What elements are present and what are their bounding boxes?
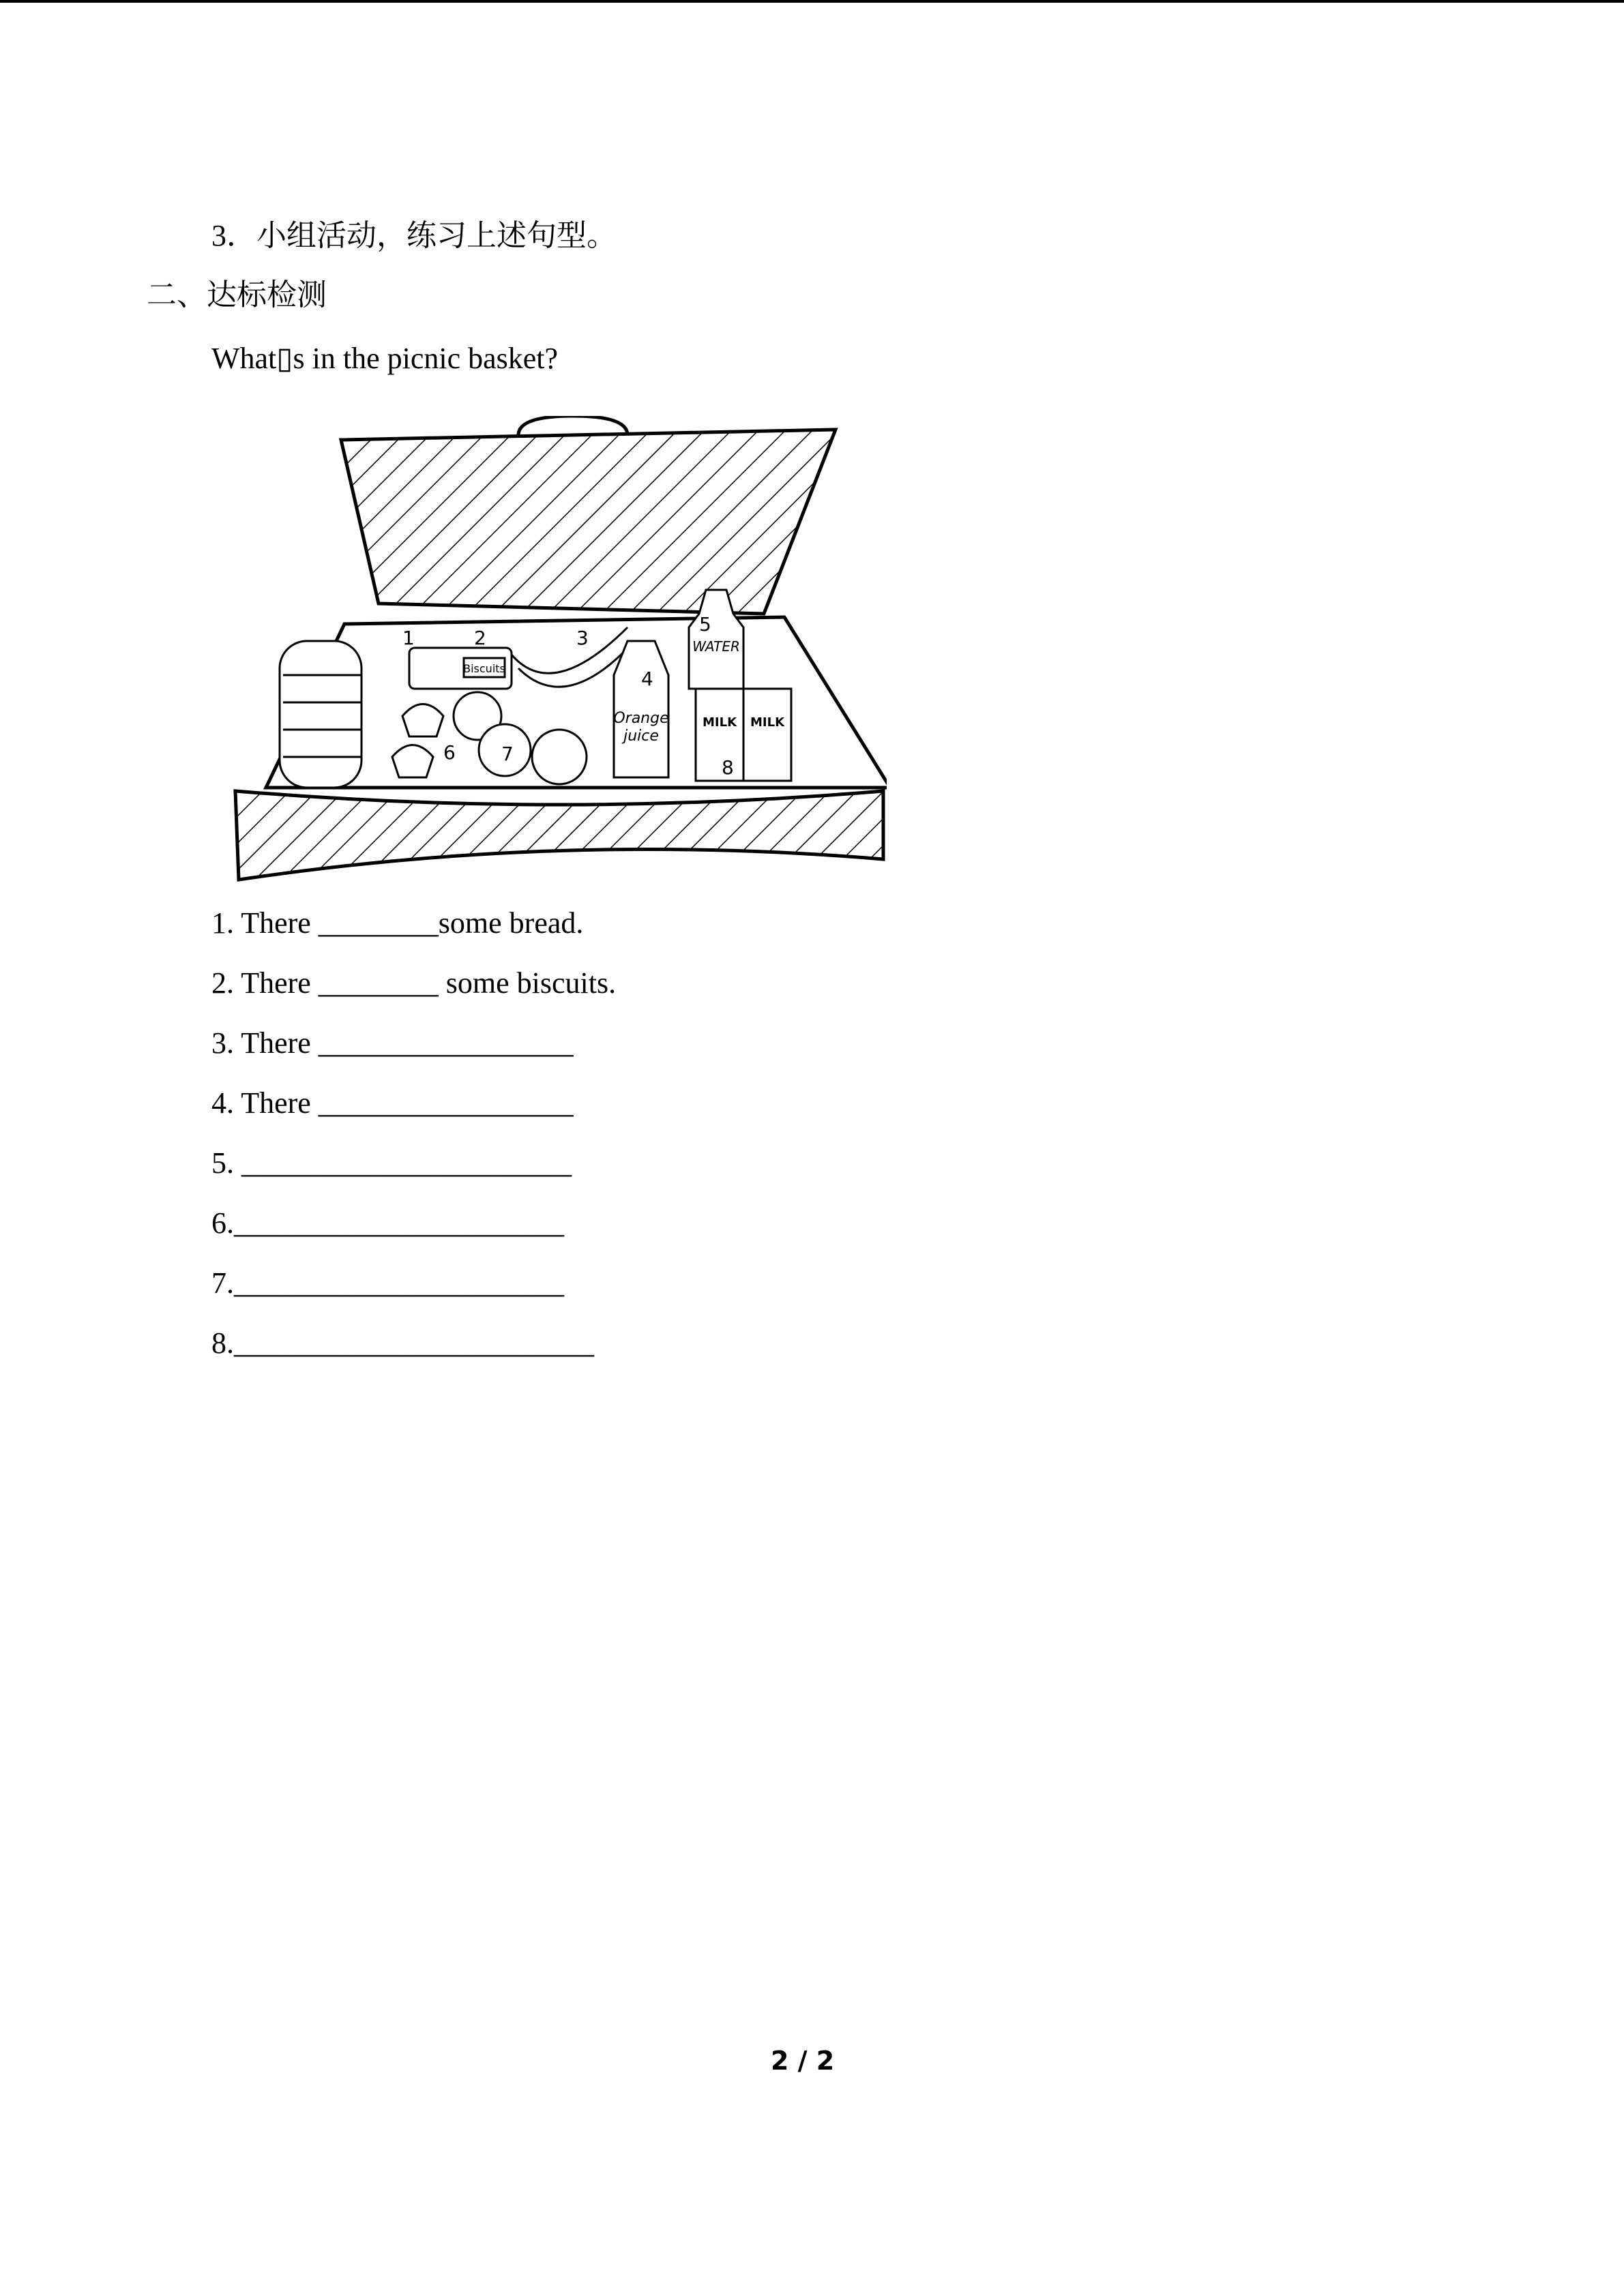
number-4: 4 [641, 668, 653, 690]
orange-juice-icon [613, 641, 668, 777]
question-text: What▯s in the picnic basket? [211, 342, 559, 375]
svg-text:juice: juice [623, 728, 659, 745]
basket-handle [518, 416, 628, 435]
exercise-item-5: 5. ______________________ [211, 1146, 572, 1180]
top-border [0, 0, 1624, 3]
exercise-item-7: 7.______________________ [211, 1266, 564, 1300]
step-3-text: 3．小组活动，练习上述句型。 [211, 219, 617, 252]
number-5: 5 [699, 613, 711, 636]
number-8: 8 [722, 756, 734, 779]
milk-carton-icon [696, 689, 791, 781]
svg-text:Orange: Orange [613, 710, 669, 727]
page-number: 2 / 2 [771, 2046, 835, 2076]
exercise-item-4: 4. There _________________ [211, 1086, 574, 1120]
number-6: 6 [443, 741, 456, 764]
svg-text:MILK: MILK [750, 715, 785, 730]
number-1: 1 [402, 627, 415, 649]
exercise-item-1: 1. There ________some bread. [211, 906, 584, 940]
svg-text:WATER: WATER [692, 638, 740, 655]
section-heading: 二、达标检测 [147, 278, 327, 312]
basket-front [235, 791, 883, 880]
basket-lid [341, 430, 836, 614]
bread-icon [280, 641, 361, 788]
number-2: 2 [474, 627, 486, 649]
svg-text:Biscuits: Biscuits [463, 662, 505, 675]
exercise-item-3: 3. There _________________ [211, 1026, 574, 1060]
number-3: 3 [576, 627, 589, 649]
exercise-item-2: 2. There ________ some biscuits. [211, 966, 617, 1000]
biscuits-icon [409, 648, 512, 689]
picnic-basket-illustration [232, 416, 887, 886]
exercise-item-6: 6.______________________ [211, 1206, 564, 1240]
exercise-item-8: 8.________________________ [211, 1326, 594, 1360]
number-7: 7 [501, 743, 514, 765]
svg-text:MILK: MILK [702, 715, 737, 730]
